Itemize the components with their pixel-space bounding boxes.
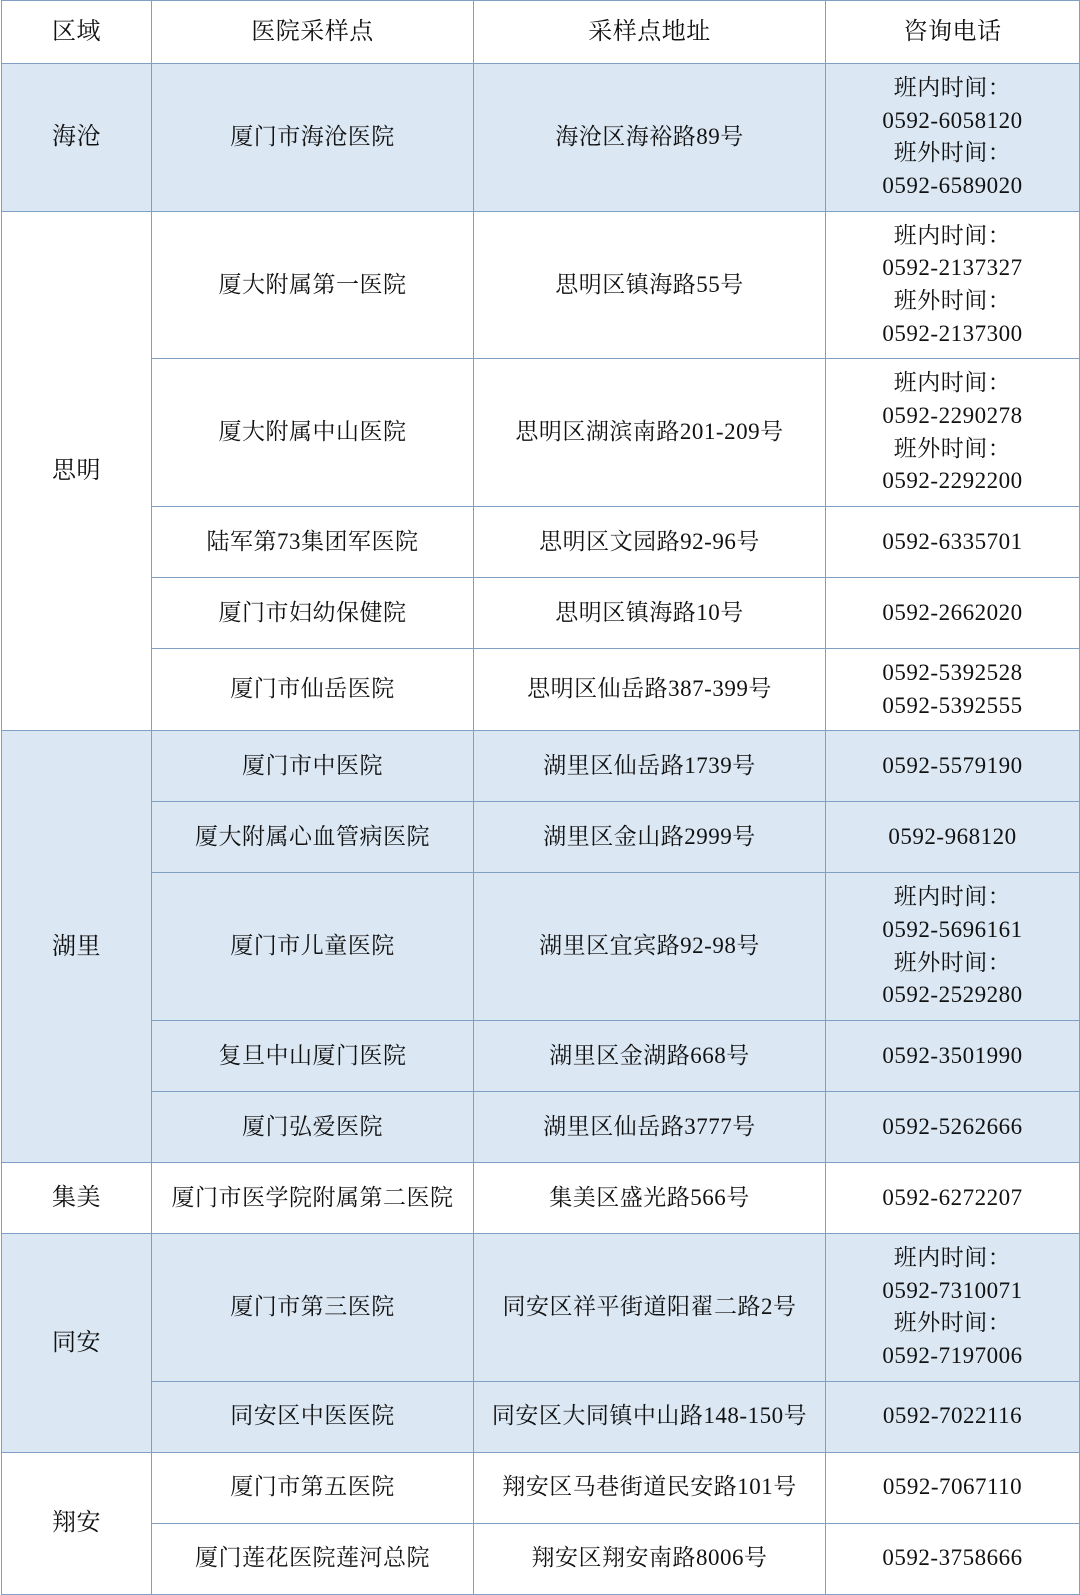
phone-cell (826, 64, 1080, 212)
address-cell: 同安区祥平街道阳翟二路2号 (474, 1233, 826, 1381)
address-cell: 湖里区仙岳路3777号 (474, 1091, 826, 1162)
phone-line: 0592-5579190 (882, 752, 1023, 778)
phone-line: 0592-2662020 (882, 599, 1023, 625)
table-row (2, 359, 1080, 507)
address-cell: 思明区文园路92-96号 (474, 506, 826, 577)
phone-line: 0592-5392555 (882, 692, 1023, 718)
region-cell: 湖里 (2, 731, 152, 1163)
phone-lines (830, 72, 1075, 203)
header-site: 医院采样点 (152, 1, 474, 64)
table-header-row (2, 1, 1080, 64)
phone-cell (826, 802, 1080, 873)
site-cell: 厦门市中医院 (152, 731, 474, 802)
phone-line: 0592-2292200 (882, 468, 1023, 494)
table-row (2, 64, 1080, 212)
table-row (2, 648, 1080, 730)
phone-cell (826, 1162, 1080, 1233)
phone-cell (826, 211, 1080, 359)
header-region: 区域 (2, 1, 152, 64)
region-cell: 同安 (2, 1233, 152, 1452)
table-row (2, 506, 1080, 577)
table-row (2, 1523, 1080, 1594)
phone-line: 0592-7067110 (882, 1474, 1023, 1500)
address-cell: 翔安区马巷街道民安路101号 (474, 1452, 826, 1523)
phone-line: 0592-6589020 (882, 173, 1023, 199)
phone-line: 0592-7310071 (882, 1277, 1023, 1303)
phone-cell (826, 873, 1080, 1021)
address-cell: 湖里区仙岳路1739号 (474, 731, 826, 802)
address-cell: 思明区仙岳路387-399号 (474, 648, 826, 730)
phone-line: 班内时间： (893, 222, 1012, 248)
address-cell: 湖里区宜宾路92-98号 (474, 873, 826, 1021)
phone-lines (830, 1242, 1075, 1373)
table-row (2, 1162, 1080, 1233)
phone-line: 0592-6058120 (882, 107, 1023, 133)
phone-cell (826, 1233, 1080, 1381)
table-row (2, 1020, 1080, 1091)
phone-lines (830, 657, 1075, 722)
phone-line: 班外时间： (893, 288, 1012, 314)
phone-lines (830, 1111, 1075, 1144)
phone-lines (830, 750, 1075, 783)
sampling-sites-table (1, 0, 1080, 1595)
phone-line: 0592-6272207 (882, 1184, 1023, 1210)
phone-lines (830, 1471, 1075, 1504)
phone-lines (830, 1542, 1075, 1575)
phone-lines (830, 821, 1075, 854)
site-cell: 厦大附属中山医院 (152, 359, 474, 507)
table-row (2, 1452, 1080, 1523)
phone-line: 0592-5696161 (882, 916, 1023, 942)
phone-line: 班内时间： (893, 884, 1012, 910)
phone-line: 0592-7022116 (882, 1403, 1023, 1429)
address-cell: 思明区湖滨南路201-209号 (474, 359, 826, 507)
site-cell: 陆军第73集团军医院 (152, 506, 474, 577)
address-cell: 湖里区金山路2999号 (474, 802, 826, 873)
region-cell: 海沧 (2, 64, 152, 212)
address-cell: 思明区镇海路10号 (474, 577, 826, 648)
phone-line: 班外时间： (893, 949, 1012, 975)
phone-line: 0592-3501990 (882, 1042, 1023, 1068)
site-cell: 厦门市仙岳医院 (152, 648, 474, 730)
phone-line: 0592-2290278 (882, 402, 1023, 428)
phone-lines (830, 220, 1075, 351)
site-cell: 厦门市海沧医院 (152, 64, 474, 212)
phone-line: 0592-968120 (888, 823, 1017, 849)
phone-line: 班外时间： (893, 1310, 1012, 1336)
address-cell: 思明区镇海路55号 (474, 211, 826, 359)
site-cell: 厦门市医学院附属第二医院 (152, 1162, 474, 1233)
address-cell: 海沧区海裕路89号 (474, 64, 826, 212)
phone-cell (826, 506, 1080, 577)
site-cell: 厦门莲花医院莲河总院 (152, 1523, 474, 1594)
phone-lines (830, 1182, 1075, 1215)
table-row (2, 211, 1080, 359)
phone-line: 班外时间： (893, 140, 1012, 166)
region-cell: 翔安 (2, 1452, 152, 1594)
phone-line: 0592-5262666 (882, 1113, 1023, 1139)
phone-line: 0592-2137327 (882, 255, 1023, 281)
address-cell: 翔安区翔安南路8006号 (474, 1523, 826, 1594)
phone-lines (830, 881, 1075, 1012)
phone-line: 班内时间： (893, 75, 1012, 101)
phone-line: 0592-7197006 (882, 1342, 1023, 1368)
phone-line: 0592-2529280 (882, 982, 1023, 1008)
table-row (2, 802, 1080, 873)
phone-cell (826, 648, 1080, 730)
phone-cell (826, 1381, 1080, 1452)
site-cell: 厦门市儿童医院 (152, 873, 474, 1021)
header-phone: 咨询电话 (826, 1, 1080, 64)
region-cell: 思明 (2, 211, 152, 731)
table-row (2, 731, 1080, 802)
phone-line: 0592-2137300 (882, 320, 1023, 346)
site-cell: 同安区中医医院 (152, 1381, 474, 1452)
phone-cell (826, 1523, 1080, 1594)
address-cell: 集美区盛光路566号 (474, 1162, 826, 1233)
address-cell: 同安区大同镇中山路148-150号 (474, 1381, 826, 1452)
phone-lines (830, 1400, 1075, 1433)
site-cell: 厦门市第三医院 (152, 1233, 474, 1381)
site-cell: 厦大附属第一医院 (152, 211, 474, 359)
phone-cell (826, 577, 1080, 648)
phone-line: 班外时间： (893, 435, 1012, 461)
table-body (2, 64, 1080, 1594)
site-cell: 厦门市妇幼保健院 (152, 577, 474, 648)
phone-line: 班内时间： (893, 370, 1012, 396)
region-cell: 集美 (2, 1162, 152, 1233)
phone-lines (830, 1040, 1075, 1073)
phone-cell (826, 1452, 1080, 1523)
phone-cell (826, 1020, 1080, 1091)
site-cell: 厦门市第五医院 (152, 1452, 474, 1523)
site-cell: 复旦中山厦门医院 (152, 1020, 474, 1091)
phone-line: 0592-6335701 (882, 528, 1023, 554)
table-row (2, 577, 1080, 648)
phone-lines (830, 597, 1075, 630)
phone-line: 班内时间： (893, 1244, 1012, 1270)
address-cell: 湖里区金湖路668号 (474, 1020, 826, 1091)
site-cell: 厦大附属心血管病医院 (152, 802, 474, 873)
table-row (2, 1381, 1080, 1452)
phone-line: 0592-5392528 (882, 659, 1023, 685)
phone-lines (830, 367, 1075, 498)
phone-cell (826, 359, 1080, 507)
table-row (2, 1233, 1080, 1381)
table-row (2, 873, 1080, 1021)
header-address: 采样点地址 (474, 1, 826, 64)
phone-cell (826, 731, 1080, 802)
phone-lines (830, 526, 1075, 559)
site-cell: 厦门弘爱医院 (152, 1091, 474, 1162)
phone-line: 0592-3758666 (882, 1545, 1023, 1571)
table-row (2, 1091, 1080, 1162)
phone-cell (826, 1091, 1080, 1162)
